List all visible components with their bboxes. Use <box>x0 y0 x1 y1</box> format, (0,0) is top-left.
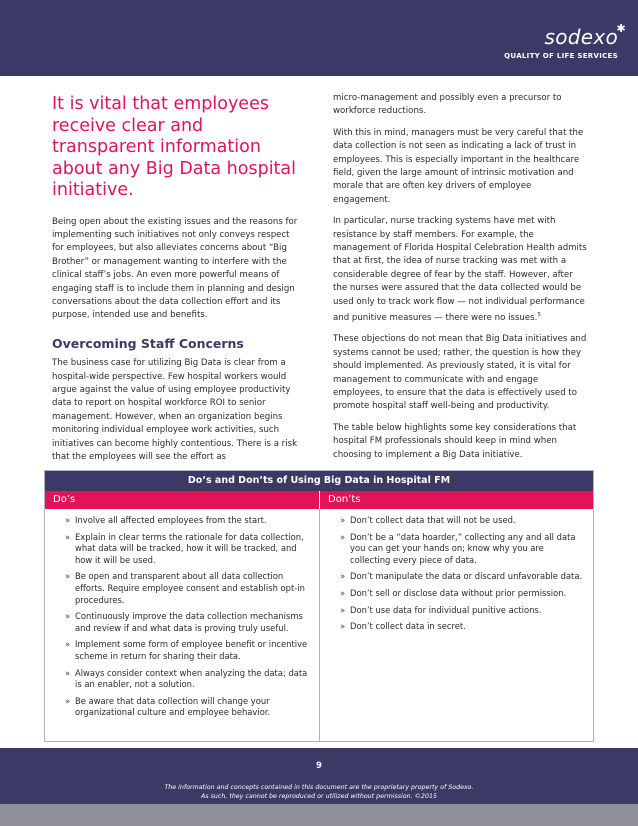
list-item: » Be open and transparent about all data collection efforts. Require employee consent and establish opt-in procedures. <box>65 571 311 606</box>
legal-notice <box>0 783 638 801</box>
left-column <box>52 92 302 472</box>
body-paragraph: With this in mind, managers must be very careful that the data collection is not seen as indicating a lack of trust in employees. This is especially important in the healthcare field, given the large amount of intrinsic motivation and morale that are often key drivers of employee engagement. <box>333 127 584 205</box>
body-paragraph: The table below highlights some key considerations that hospital FM professionals should keep in mind when choosing to implement a Big Data initiative. <box>333 422 577 460</box>
list-item: » Be aware that data collection will change your organizational culture and employee behavior. <box>65 696 311 719</box>
list-item: » Explain in clear terms the rationale for data collection, what data will be tracked, how it will be tracked, and how it will be used. <box>65 532 311 567</box>
list-item: » Always consider context when analyzing the data; data is an enabler, not a solution. <box>65 668 311 691</box>
donts-header: Don’ts <box>319 491 593 509</box>
page-number: 9 <box>316 761 322 771</box>
right-column <box>333 92 589 470</box>
logo-tagline: QUALITY OF LIFE SERVICES <box>504 52 618 60</box>
table-title: Do’s and Don’ts of Using Big Data in Hospital FM <box>45 471 593 491</box>
section-heading: Overcoming Staff Concerns <box>52 335 244 351</box>
body-paragraph: micro-management and possibly even a precursor to workforce reductions. <box>333 93 562 117</box>
donts-list <box>340 515 585 633</box>
page-footer <box>0 748 638 804</box>
body-paragraph: Being open about the existing issues and the reasons for implementing such initiatives not only conveys respect for employees, but also alleviates concerns about “Big Brother” or management wanting to interfere with the clinical staff’s jobs. An even more powerful means of engaging staff is to include them in planning and design conversations about the data collection effort and its purpose, intended use and benefits. <box>52 216 298 321</box>
logo-wordmark: sodexo <box>544 25 618 49</box>
legal-line: As such, they cannot be reproduced or utilized without permission. ©2015 <box>201 793 437 800</box>
list-item: » Don’t sell or disclose data without prior permission. <box>340 588 585 600</box>
footnote-reference: 5 <box>537 312 541 319</box>
list-item: » Don’t collect data in secret. <box>340 621 585 633</box>
dos-list <box>65 515 311 719</box>
table-header-row <box>45 491 593 509</box>
legal-line: The information and concepts contained in this document are the proprietary property of Sodexo. <box>164 784 474 791</box>
list-item: » Don’t be a “data hoarder,” collecting any and all data you can get your hands on; know why you are collecting every piece of data. <box>340 532 585 567</box>
list-item: » Implement some form of employee benefit or incentive scheme in return for sharing their data. <box>65 639 311 662</box>
dos-donts-table <box>44 470 594 742</box>
list-item: » Continuously improve the data collection mechanisms and review if and what data is proving truly useful. <box>65 611 311 634</box>
dos-header: Do’s <box>53 494 76 505</box>
list-item: » Don’t collect data that will not be used. <box>340 515 585 527</box>
body-paragraph <box>333 215 589 325</box>
paragraph-text: In particular, nurse tracking systems have met with resistance by staff members. For example, the management of Florida Hospital Celebration Health admits that at first, the idea of nurse tracking was met with a considerable degree of fear by the staff. However, after the nurses were assured that the data collected would be used only to track work flow — not individual performance and punitive measures — there were no issues. <box>333 216 587 323</box>
lead-statement: It is vital that employees receive clear and transparent information about any Big Data hospital initiative. <box>52 94 297 200</box>
body-paragraph: The business case for utilizing Big Data is clear from a hospital-wide perspective. Few hospital workers would argue against the value of using employee productivity data to report on hospital workforce ROI to senior management. However, when an organization begins monitoring individual employee work activities, such initiatives can become highly contentious. There is a risk that the employees will see the effort as <box>52 358 298 462</box>
dos-column <box>45 509 319 741</box>
body-paragraph: These objections do not mean that Big Data initiatives and systems cannot be used; rather, the question is how they should implemented. As previously stated, it is vital for management to communicate with and engage employees, to ensure that the data is effectively used to promote hospital staff well-being and productivity. <box>333 334 587 412</box>
page-header <box>0 0 638 76</box>
footer-strip <box>0 804 638 826</box>
list-item: » Don’t manipulate the data or discard unfavorable data. <box>340 571 585 583</box>
donts-column <box>319 509 593 741</box>
table-body <box>45 509 593 741</box>
list-item: » Don’t use data for individual punitive actions. <box>340 605 585 617</box>
sodexo-logo <box>504 22 626 60</box>
list-item: » Involve all affected employees from the start. <box>65 515 311 527</box>
star-icon: ✱ <box>616 22 626 35</box>
